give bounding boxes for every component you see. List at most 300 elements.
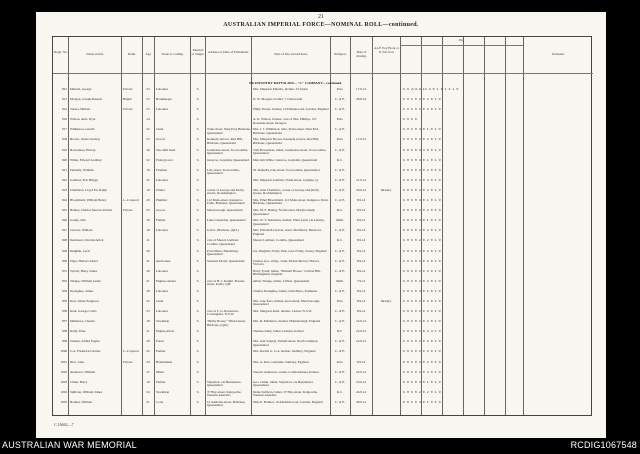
soldier-name: Bolmer, William xyxy=(70,400,93,404)
religion: C. of E. xyxy=(334,289,346,293)
pay-figures: 5 0 5 0 1 6 3 4 1 0 xyxy=(403,330,441,334)
religion: C. of E. xyxy=(334,269,346,273)
age: 19 xyxy=(146,380,150,384)
age: 21 xyxy=(146,400,150,404)
table-row xyxy=(53,360,593,370)
soldier-name: Coe, Frederick Charles xyxy=(70,350,101,354)
age: 23 xyxy=(146,310,150,314)
regimental-number: 837 xyxy=(62,320,67,324)
soldier-name: Turner, Herbert xyxy=(70,108,91,112)
religion: C. of E. xyxy=(334,229,346,233)
religion: C. of E. xyxy=(334,199,346,203)
next-of-kin: Miss E. Bolmer, 10 Adelaide-road, London, England xyxy=(253,400,323,404)
enlistment-address: Gatehouse-street, Toowoomba, Queensland xyxy=(207,148,248,155)
age: 21 xyxy=(146,279,150,283)
header-no: Regtl. No. xyxy=(54,50,68,54)
trade: Auctioneer xyxy=(156,259,171,263)
religion: C. of E. xyxy=(334,148,346,152)
age: 22 xyxy=(146,128,150,132)
header-marital: Married or Single. xyxy=(191,48,205,56)
date-joined: 8.9.14 xyxy=(356,209,366,213)
next-of-kin: Mrs. Margaret Gabbins, North-street, Gympie, Q. xyxy=(253,178,319,182)
religion: C. of E. xyxy=(334,320,346,324)
trade: Grocer xyxy=(156,138,166,142)
enlistment-address: Train-street, West End, Brisbane, Queensland xyxy=(207,128,251,135)
pay-figures: 5 0 5 0 4 0 1 0 1 0 xyxy=(403,219,441,223)
religion: R.C. xyxy=(336,239,344,243)
date-joined: 8.9.14 xyxy=(356,219,366,223)
marital-status: S. xyxy=(196,360,200,364)
enlistment-address: care of T. G. Robertson, Coolangatta, N.S.W. xyxy=(207,310,239,317)
trade: Plumber xyxy=(156,199,168,203)
table-row xyxy=(53,339,593,349)
date-joined: 7.9.14 xyxy=(356,279,366,283)
table-row xyxy=(53,188,593,198)
next-of-kin: Geo. Chinn, father, Stapleton, via Beaudesert, Queensland xyxy=(253,380,314,388)
soldier-name: Morgan, Joseph Russell xyxy=(70,98,102,102)
religion: C. of E. xyxy=(334,380,346,384)
soldier-name: Stokely, Arthur Eagles xyxy=(70,340,100,344)
age: 23 xyxy=(146,98,150,102)
trade: Stockman xyxy=(156,390,170,394)
soldier-name: Matthews, Charles xyxy=(70,320,95,324)
soldier-name: Tyrrell, Harry James xyxy=(70,269,98,273)
soldier-name: Gandy, Otto xyxy=(70,219,87,223)
next-of-kin: Denis Sullivan, father, 37 Hay-street, Kalgoorlie, Western Australia xyxy=(253,390,318,398)
age: 23 xyxy=(146,108,150,112)
marital-status: S. xyxy=(196,98,200,102)
next-of-kin: Mrs. Ethel Bloomfield, 112 Main-street, Kangaroo Point, Brisbane, Queensland xyxy=(253,199,329,206)
enlistment-address: care of Messrs Lambert, Corallie, Queensland xyxy=(207,239,240,246)
age: 22 xyxy=(146,299,150,303)
religion: C. of E. xyxy=(334,249,346,253)
pay-figures: 5 0 5 0 4 0 1 0 1 0 xyxy=(403,158,441,162)
soldier-name: Thrupp, William Leslie xyxy=(70,279,101,283)
age: 23 xyxy=(146,209,150,213)
pay-figures: 5 0 5 0 1 0 2 0 1 0 xyxy=(403,320,441,324)
age: 21 xyxy=(146,239,150,243)
roll-rows xyxy=(53,87,593,410)
regimental-number: 1000 xyxy=(60,350,67,354)
regimental-number: 838 xyxy=(62,330,67,334)
header-religion: Religion. xyxy=(334,52,347,56)
table-row xyxy=(53,400,593,410)
table-row xyxy=(53,370,593,380)
regimental-number: 801 xyxy=(62,88,67,91)
pay-header-rule xyxy=(400,45,523,46)
pay-figures: 5 0 5 0 1 0 2 0 1 0 xyxy=(403,108,441,112)
religion: Pres. xyxy=(336,360,344,364)
header-port: A.I.F. Pay Book or E.T.R. Port xyxy=(374,46,399,54)
enlistment-address: Sexened Island, Queensland xyxy=(207,259,245,263)
trade: Miner xyxy=(156,370,165,374)
date-joined: 8.9.14 xyxy=(356,289,366,293)
religion: C. of E. xyxy=(334,350,346,354)
table-row xyxy=(53,279,593,289)
trade: Clerk xyxy=(156,299,164,303)
trade: Farmer xyxy=(156,350,166,354)
table-row xyxy=(53,168,593,178)
age: 21 xyxy=(146,259,150,263)
marital-status: S. xyxy=(196,370,200,374)
header-remarks: Remarks. xyxy=(552,52,565,56)
next-of-kin: Albert Thrupp, father, Clifton, Queensland xyxy=(253,279,310,283)
age: 20 xyxy=(146,269,150,273)
next-of-kin: Malcolm White, Glencoe, Gayndah, Queensland xyxy=(253,158,318,162)
page-title: AUSTRALIAN IMPERIAL FORCE—NOMINAL ROLL—continued. xyxy=(223,22,419,28)
marital-status: S. xyxy=(196,390,200,394)
page-number: 21 xyxy=(318,14,324,20)
soldier-name: Mannix, George xyxy=(70,88,92,91)
soldier-name: Chambers, Lloyd Ed. Ralph xyxy=(70,188,107,192)
marital-status: S. xyxy=(196,188,200,192)
next-of-kin: Mrs. A. Rice, Garlands, Sudbury, England xyxy=(253,360,309,364)
table-row xyxy=(53,117,593,127)
marital-status: S. xyxy=(196,178,200,182)
date-joined: 8.9.14 xyxy=(356,249,366,253)
rank: Private xyxy=(123,108,133,112)
age: 23 xyxy=(146,88,150,91)
next-of-kin: Mrs. J. J. Wilkinson, wife, Train-street, West End, Brisbane, Queensland xyxy=(253,128,319,135)
date-joined: 17.9.14 xyxy=(356,88,366,91)
soldier-name: Kerr, James Ferguson xyxy=(70,299,99,303)
table-row xyxy=(53,178,593,188)
marital-status: S. xyxy=(196,168,200,172)
table-row xyxy=(53,319,593,329)
marital-status: S. xyxy=(196,158,200,162)
marital-status: S. xyxy=(196,289,200,293)
regimental-number: 1004 xyxy=(60,390,67,394)
regimental-number: 822 xyxy=(62,178,67,182)
religion: C. of E. xyxy=(334,98,346,102)
pay-figures: 5 0 5 0 2 0 2 0 1 0 xyxy=(403,370,441,374)
age: 18 xyxy=(146,229,150,233)
regimental-number: 821 xyxy=(62,168,67,172)
header-trade: Trade or Calling. xyxy=(161,52,184,56)
soldier-name: Kelly, Peter xyxy=(70,330,86,334)
regimental-number: 823 xyxy=(62,188,67,192)
trade: Clerk xyxy=(156,128,164,132)
next-of-kin: D. W. Morgan, brother, 7 Chatsworth xyxy=(253,98,303,102)
trade: Engine-driver xyxy=(156,330,175,334)
marital-status: S. xyxy=(196,350,200,354)
next-of-kin: Jas. Dalglish, Farley Park-road, Farley, Surrey, England xyxy=(253,249,327,253)
religion: C. of E. xyxy=(334,168,346,172)
soldier-name: Gabbins, Eric Briggs xyxy=(70,178,98,182)
age: 19 xyxy=(146,188,150,192)
soldier-name: White, Edward Godfrey xyxy=(70,158,102,162)
next-of-kin: Mrs. M. F. Hanley, North-street, Maryborough, Queensland xyxy=(253,209,316,216)
next-of-kin: Mrs. Jane Kerr, mother, Kerr-street, Maryborough, Queensland xyxy=(253,299,320,307)
table-row xyxy=(53,228,593,238)
enlistment-address: Lake Clarendon, Queensland xyxy=(207,219,246,223)
pay-figures: 5 0 5 0 1 0 2 0 1 0 xyxy=(403,360,441,364)
header-rule xyxy=(53,73,593,74)
regimental-number: 1002 xyxy=(60,370,67,374)
age: 26 xyxy=(146,148,150,152)
next-of-kin: Charles Geo. Osbg. castle, Mount Mercer, Hobart, Victoria xyxy=(253,259,320,266)
religion: Pres. xyxy=(336,88,344,91)
soldier-name: Wilson, Alex. Kyle xyxy=(70,118,96,122)
enlistment-address: 112 Main-street, Kangaroo Point, Brisbane, Queensland xyxy=(207,199,245,206)
marital-status: S. xyxy=(196,108,200,112)
age: 21 xyxy=(146,330,150,334)
header-kin: Next of Kin and Address. xyxy=(274,52,308,56)
regimental-number: 814 xyxy=(62,108,67,112)
port: Infantry xyxy=(380,299,392,303)
marital-status: S. xyxy=(196,219,200,223)
date-joined: 22.9.14 xyxy=(356,340,366,344)
trade: Saw-mill hand xyxy=(156,148,176,152)
religion: Pres. xyxy=(336,138,344,142)
marital-status: S. xyxy=(196,138,200,142)
date-joined: 28.9.14 xyxy=(356,400,366,404)
marital-status: S. xyxy=(196,229,200,233)
rank: Bugler xyxy=(123,98,132,102)
date-joined: 22.9.14 xyxy=(356,330,366,334)
age: 24 xyxy=(146,360,150,364)
enlistment-address: Glencoe, Gayndah, Queensland xyxy=(207,158,249,162)
date-joined: 8.9.14 xyxy=(356,229,366,233)
date-joined: 28.8.14 xyxy=(356,98,366,102)
trade: Bookkeeper xyxy=(156,98,172,102)
marital-status: S. xyxy=(196,320,200,324)
next-of-kin: Charles Donaghue, father, Glen Huon, Tasmania xyxy=(253,289,318,293)
soldier-name: Rice, John xyxy=(70,360,84,364)
regimental-number: 832 xyxy=(62,279,67,283)
pay-figures: 5 0 5 0 2 0 2 0 1 0 xyxy=(403,209,441,213)
pay-figures: 5 0 5 0 4 0 1 0 1 0 xyxy=(403,199,441,203)
next-of-kin: Mrs. W. T. Neumann, mother, Plain Land, via Laidley, Queensland xyxy=(253,219,325,226)
date-joined: 22.9.14 xyxy=(356,370,366,374)
document-page xyxy=(36,12,606,438)
marital-status: S. xyxy=(196,380,200,384)
pay-figures: 5 0 5 0 2 0 2 0 1 0 xyxy=(403,340,441,344)
table-row xyxy=(53,329,593,339)
age: 23 xyxy=(146,138,150,142)
regimental-number: 836 xyxy=(62,310,67,314)
trade: Labourer xyxy=(156,108,169,112)
date-joined: 8.9.14 xyxy=(356,199,366,203)
regimental-number: 839 xyxy=(62,340,67,344)
regimental-number: 1005 xyxy=(60,400,67,404)
enlistment-address: Stapleton, via Beaudesert, Queensland xyxy=(207,380,242,388)
table-row xyxy=(53,238,593,248)
soldier-name: Anderson, William xyxy=(70,370,96,374)
pay-figures: 5 0 5 0 1 0 2 0 1 0 xyxy=(403,259,441,263)
date-joined: 8.9.14 xyxy=(356,310,366,314)
rank: Private xyxy=(123,88,133,91)
enlistment-address: Kennedy-terrace, Red Hill, Brisbane, Queensland xyxy=(207,138,243,145)
date-joined: 8.9.14 xyxy=(356,259,366,263)
religion: C. of E. xyxy=(334,178,346,182)
next-of-kin: Stewart Anderson, cousin, Lombardstreet, Ireland xyxy=(253,370,319,374)
religion: C. of E. xyxy=(334,370,346,374)
regimental-number: 819 xyxy=(62,148,67,152)
next-of-kin: Mrs. Ada Stokely, Tufnell-street, North Lampton, Queensland xyxy=(253,340,319,347)
pay-figures: 5 0 5 0 2 0 2 0 1 0 xyxy=(403,310,441,314)
marital-status: S. xyxy=(196,330,200,334)
soldier-name: Dalglish, Cecil xyxy=(70,249,90,253)
header-rank: Rank. xyxy=(128,52,136,56)
marital-status: S. xyxy=(196,148,200,152)
pay-figures: 5 0 5 0 2 0 2 0 1 0 xyxy=(403,279,441,283)
religion: C. of E. xyxy=(334,310,346,314)
pay-figures: 5 0 5 0 2 0 2 0 1 0 xyxy=(403,188,441,192)
table-row xyxy=(53,158,593,168)
marital-status: S. xyxy=(196,128,200,132)
next-of-kin: Mrs. Margaret Mannix, mother, 23 Union xyxy=(253,88,308,91)
religion: C. of E. xyxy=(334,259,346,263)
regimental-number: 818 xyxy=(62,138,67,142)
pay-figures: 5 0 5 0 2 0 2 0 1 0 xyxy=(403,390,441,394)
regimental-number: 830 xyxy=(62,259,67,263)
next-of-kin: Mrs. Elizabeth Cleaver, sister, Merthford, Hereford, England xyxy=(253,229,322,236)
marital-status: S. xyxy=(196,259,200,263)
age: 20 xyxy=(146,249,150,253)
trade: Labourer xyxy=(156,289,169,293)
table-row xyxy=(53,259,593,269)
table-row xyxy=(53,137,593,147)
next-of-kin: Mrs. Margaret Kent, mother, Caston, N.S.W. xyxy=(253,310,313,314)
soldier-name: Brown, James Lindsay xyxy=(70,138,101,142)
record-id-caption: RCDIG1067548 xyxy=(570,440,637,450)
religion: Meth. xyxy=(336,219,344,223)
regimental-number: 1003 xyxy=(60,380,67,384)
age: 18 xyxy=(146,320,150,324)
trade: Farmer xyxy=(156,380,166,384)
religion: C. of E. xyxy=(334,108,346,112)
regimental-number: 816 xyxy=(62,118,67,122)
header-address: Address at Time of Enlistment. xyxy=(207,50,250,54)
table-row xyxy=(53,390,593,400)
date-joined: 26.9.14 xyxy=(356,188,366,192)
table-row xyxy=(53,269,593,279)
next-of-kin: Mrs. Margaret Brown, Kennedy-terrace, Red Hill, Brisbane, Queensland xyxy=(253,138,320,145)
date-joined: 23.9.14 xyxy=(356,380,366,384)
header-age: Age. xyxy=(145,52,152,56)
soldier-name: Desmond, John Roderick xyxy=(70,239,104,243)
date-joined: 8.9.14 xyxy=(356,239,366,243)
nominal-roll-table xyxy=(52,36,592,416)
table-row xyxy=(53,309,593,319)
trade: Grocer xyxy=(156,209,166,213)
religion: C. of E. xyxy=(334,340,346,344)
date-joined: 22.9.14 xyxy=(356,320,366,324)
religion: R.C. xyxy=(336,330,344,334)
age: 28 xyxy=(146,289,150,293)
table-row xyxy=(53,380,593,390)
table-row xyxy=(53,218,593,228)
pay-figures: 5 0 5 0 2 0 2 0 1 0 xyxy=(403,138,441,142)
pay-figures: 5 0 5 0 2 0 2 0 1 0 xyxy=(403,299,441,303)
pay-figures: 5 0 5 0 2 0 2 0 1 0 xyxy=(403,350,441,354)
soldier-name: Chinn, Harry xyxy=(70,380,88,384)
soldier-name: Donaghue, James xyxy=(70,289,94,293)
trade: Fireman xyxy=(156,168,167,172)
marital-status: S. xyxy=(196,299,200,303)
trade: Labourer xyxy=(156,310,169,314)
regimental-number: 824 xyxy=(62,199,67,203)
enlistment-address: "Belby House," Wharf-street, Brisbane, (Qld.) xyxy=(207,320,246,327)
unit-heading: 9th INFANTRY BATTALION—"C" COMPANY—continued. xyxy=(249,81,343,85)
marital-status: S. xyxy=(196,310,200,314)
table-row xyxy=(53,148,593,158)
date-joined: 17.9.14 xyxy=(356,138,366,142)
pay-figures: 5 0 5 0 4 0 1 0 1 0 xyxy=(403,128,441,132)
regimental-number: 826 xyxy=(62,219,67,223)
age: 22 xyxy=(146,178,150,182)
marital-status: S. xyxy=(196,340,200,344)
enlistment-address: 12 Adelaide-street, Brisbane, Queensland xyxy=(207,400,246,408)
date-joined: 8.9.14 xyxy=(356,299,366,303)
rank: Private xyxy=(123,209,133,213)
table-row xyxy=(53,198,593,208)
enlistment-address: Lily-street, Toowoomba, Queensland xyxy=(207,168,240,176)
age: 27 xyxy=(146,370,150,374)
soldier-name: Pennelly, William xyxy=(70,168,94,172)
enlistment-address: G.P.O., Brisbane, (Qld.) xyxy=(207,229,239,233)
religion: Pres. xyxy=(336,118,344,122)
pay-figures: 5 0 2/3.9.14 5 0 1 6 3 4 1 0 xyxy=(403,88,459,91)
soldier-name: Sullivan, William James xyxy=(70,390,103,394)
religion: Pres. xyxy=(336,299,344,303)
regimental-number: 829 xyxy=(62,249,67,253)
next-of-kin: Philip Turner, brother, 10 Pelham-road, London, England xyxy=(253,108,329,112)
soldier-name: Kent, George Cotris xyxy=(70,310,97,314)
enlistment-address: care of H. J. Knight, Boston-street, Roma, Qld. xyxy=(207,279,246,287)
trade: Fruit-grower xyxy=(156,158,173,162)
next-of-kin: Mrs. Rachel G. Coe, mother, Sudbury, England xyxy=(253,350,316,354)
header-date: Date of Joining. xyxy=(356,50,367,58)
trade: Engine-cleaner xyxy=(156,279,176,283)
pay-figures: 5 0 5 0 2 0 2 0 1 0 xyxy=(403,249,441,253)
regimental-number: 835 xyxy=(62,299,67,303)
next-of-kin: Messrs Lambert, Corallie, Queensland xyxy=(253,239,304,243)
next-of-kin: Mrs. R. Matthews, mother, Holmsbrough, England xyxy=(253,320,321,324)
enlistment-address: Maryborough, Queensland xyxy=(207,209,243,213)
marital-status: S. xyxy=(196,118,200,122)
pay-figures: 5 0 5 0 4 3 0 0 1 0 xyxy=(403,148,441,152)
religion: R.C. xyxy=(336,209,344,213)
age: 19 xyxy=(146,168,150,172)
rank: L.-Corporal xyxy=(123,350,139,354)
table-row xyxy=(53,107,593,117)
table-row xyxy=(53,349,593,359)
header-pay: Pay. xyxy=(458,38,465,42)
enlistment-address: 37 Hay-street, Kalgoorlie, Western Australia xyxy=(207,390,242,398)
trade: Labourer xyxy=(156,178,169,182)
religion: Meth. xyxy=(336,279,344,283)
trade: Labourer xyxy=(156,88,169,91)
enlistment-address: Post Office, Bundaberg, Queensland xyxy=(207,249,239,256)
marital-status: S. xyxy=(196,88,200,91)
soldier-name: Cleaver, William xyxy=(70,229,93,233)
religion: C. of E. xyxy=(334,188,346,192)
date-joined: 8.9.14 xyxy=(356,360,366,364)
trade: Labourer xyxy=(156,229,169,233)
next-of-kin: Tom Bowerman, father, Gatehouse-street, Toowoomba, Queensland xyxy=(253,148,327,155)
age: 20 xyxy=(146,199,150,203)
table-row xyxy=(53,249,593,259)
soldier-name: Piper, Herbert Alfred xyxy=(70,259,98,263)
marital-status: S. xyxy=(196,199,200,203)
header-name: Name in full. xyxy=(86,52,104,56)
next-of-kin: A. K. Wilson, brother, care of Mrs. Phillips, 137 Rosedale-street, Glasgow xyxy=(253,118,317,125)
trade: Boilermaker xyxy=(156,360,173,364)
table-row xyxy=(53,299,593,309)
archive-caption: AUSTRALIAN WAR MEMORIAL xyxy=(2,440,137,450)
